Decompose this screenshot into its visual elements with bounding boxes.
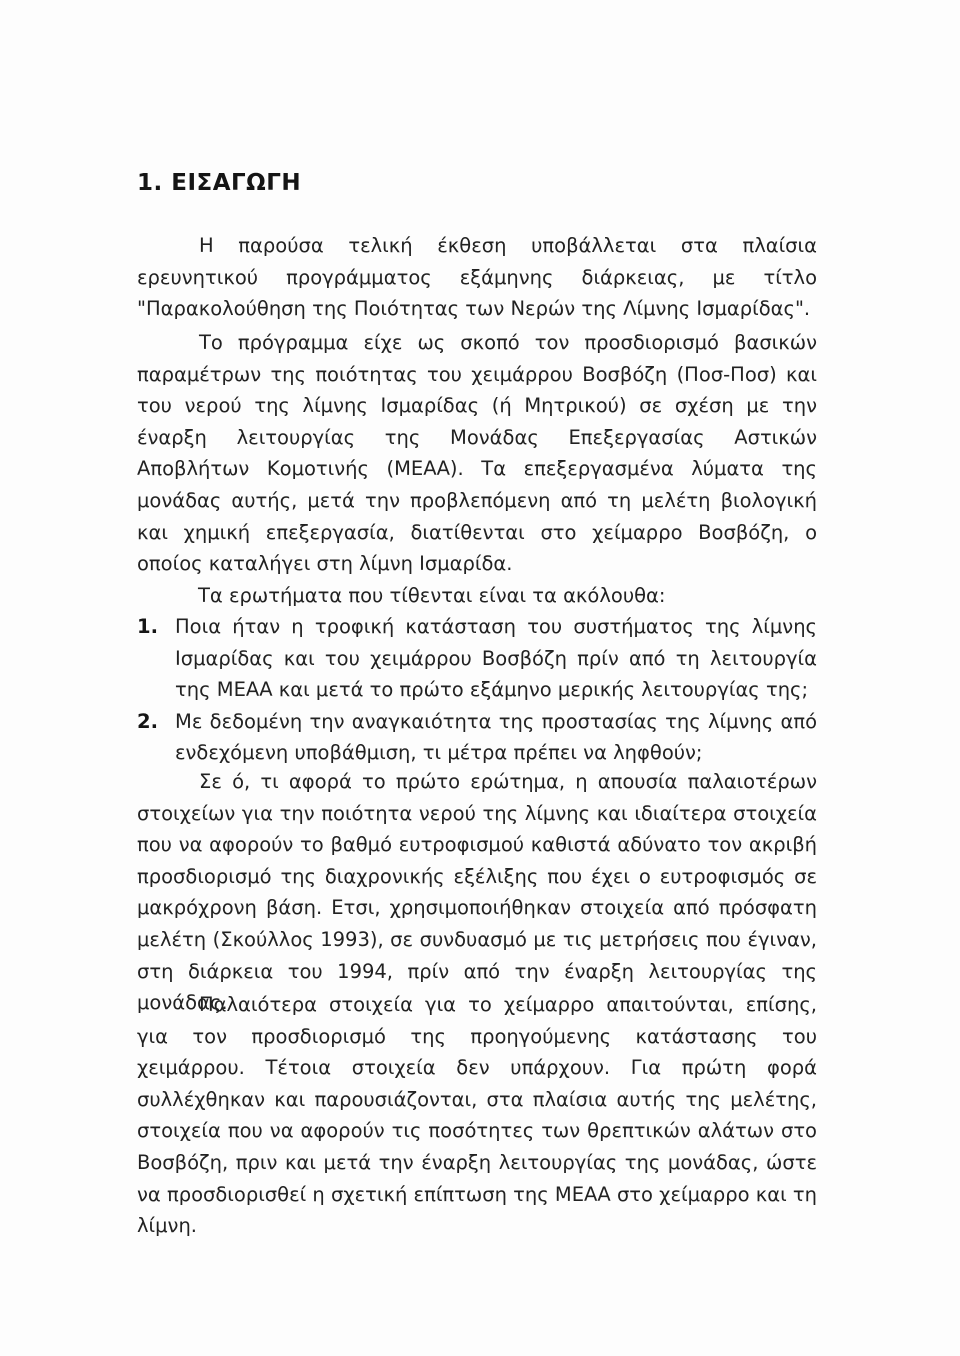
questions-intro: Τα ερωτήματα που τίθενται είναι τα ακόλουθα: [198, 584, 666, 607]
question-text: Ποια ήταν η τροφική κατάσταση του συστήματος της λίμνης Ισμαρίδας και του χειμάρρου Βοσβόζη πρίν από τη λειτουργία της ΜΕΑΑ και μετά το πρώτο εξάμηνο μερικής λειτουργίας της; [175, 615, 817, 702]
question-number: 2. [137, 709, 158, 733]
question-text: Με δεδομένη την αναγκαιότητα της προστασίας της λίμνης από ενδεχόμενη υποβάθμιση, τι μέτρα πρέπει να ληφθούν; [175, 709, 817, 765]
section-heading: 1. ΕΙΣΑΓΩΓΗ [137, 170, 302, 196]
question-item [137, 611, 817, 706]
paragraph-older-data-text: Παλαιότερα στοιχεία για το χείμαρρο απαιτούνται, επίσης, για τον προσδιορισμό της προηγούμενης κατάστασης του χειμάρρου. Τέτοια στοιχεία δεν υπάρχουν. Για πρώτη φορά συλλέχθηκαν και παρουσιάζονται, στα πλαίσια αυτής της μελέτης, στοιχεία που να αφορούν τις ποσότητες των θρεπτικών αλάτων στο Βοσβόζη, πριν και μετά την έναρξη λειτουργίας της μονάδας, ώστε να προσδιορισθεί η σχετική επίπτωση της ΜΕΑΑ στο χείμαρρο και τη λίμνη. [137, 993, 817, 1238]
question-item [137, 706, 817, 769]
paragraph-answer-1-text: Σε ό, τι αφορά το πρώτο ερώτημα, η απουσία παλαιοτέρων στοιχείων για την ποιότητα νερού της λίμνης και ιδιαίτερα στοιχεία που να αφορούν το βαθμό ευτροφισμού καθιστά αδύνατο τον ακριβή προσδιορισμό της διαχρονικής εξέλιξης που έχει ο ευτροφισμός σε μακρόχρονη βάση. Ετσι, χρησιμοποιήθηκαν στοιχεία από πρόσφατη μελέτη (Σκούλλος 1993), σε συνδυασμό με τις μετρήσεις που έγιναν, στη διάρκεια του 1994, πρίν από την έναρξη λειτουργίας της μονάδας. [137, 770, 817, 1015]
paragraph-intro-text: Η παρούσα τελική έκθεση υποβάλλεται στα πλαίσια ερευνητικού προγράμματος εξάμηνης διάρκειας, με τίτλο "Παρακολούθηση της Ποιότητας των Νερών της Λίμνης Ισμαρίδας". [137, 234, 817, 321]
paragraph-answer-1 [137, 766, 817, 1019]
paragraph-intro [137, 230, 817, 325]
question-number: 1. [137, 615, 158, 638]
paragraph-older-data [137, 989, 817, 1242]
questions-list [137, 611, 817, 769]
paragraph-purpose [137, 327, 817, 580]
paragraph-purpose-text: Το πρόγραμμα είχε ως σκοπό τον προσδιορισμό βασικών παραμέτρων της ποιότητας του χειμάρρου Βοσβόζη (Ποσ-Ποσ) και του νερού της λίμνης Ισμαρίδας (ή Μητρικού) σε σχέση με την έναρξη λειτουργίας της Μονάδας Επεξεργασίας Αστικών Αποβλήτων Κομοτινής (ΜΕΑΑ). Τα επεξεργασμένα λύματα της μονάδας αυτής, μετά την προβλεπόμενη από τη μελέτη βιολογική και χημική επεξεργασία, διατίθενται στο χείμαρρο Βοσβόζη, ο οποίος καταλήγει στη λίμνη Ισμαρίδα. [137, 331, 817, 576]
